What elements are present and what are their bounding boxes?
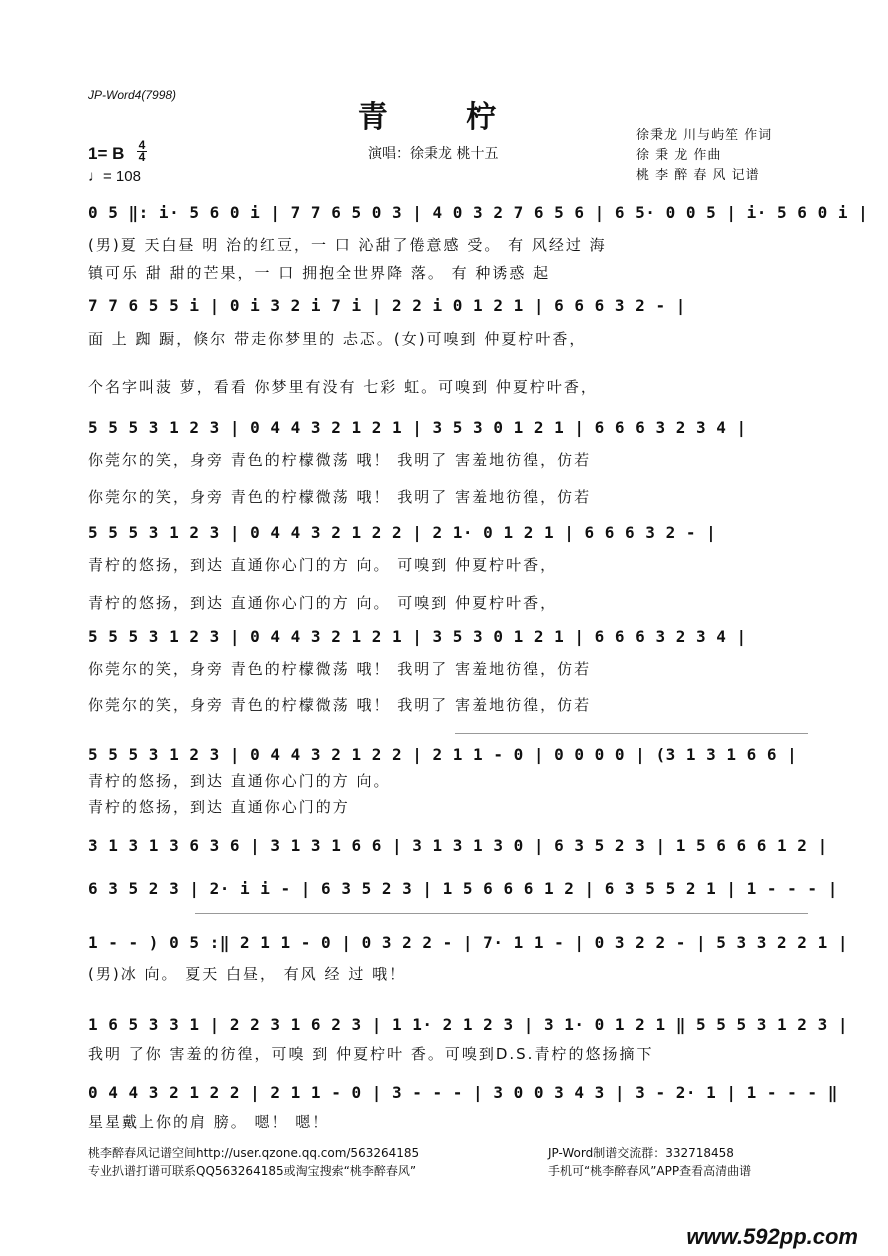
composer-credit: 徐 秉 龙 作曲 bbox=[636, 148, 722, 163]
transcriber-credit: 桃 李 醉 春 风 记谱 bbox=[636, 168, 760, 183]
footer-contact: 专业扒谱打谱可联系QQ563264185或淘宝搜索“桃李醉春风” bbox=[88, 1164, 417, 1178]
notation-row-9: 1 - - ) 0 5 :‖ 2 1 1 - 0 | 0 3 2 2 - | 7· 1 1 - | 0 3 2 2 - | 5 3 3 2 2 1 | bbox=[88, 933, 848, 952]
notation-row-2: 7 7 6 5 5 i | 0 i 3 2 i 7 i | 2 2 i 0 1 2 1 | 6 6 6 3 2 - | bbox=[88, 296, 686, 315]
lyric-row-1a: (男)夏 天白昼 明 治的红豆，一 口 沁甜了倦意感 受。 有 风经过 海 bbox=[88, 236, 607, 254]
lyric-row-1b: 镇可乐 甜 甜的芒果，一 口 拥抱全世界降 落。 有 种诱惑 起 bbox=[88, 264, 551, 282]
volta-bracket-1 bbox=[455, 733, 808, 734]
lyricist-credit: 徐秉龙 川与屿笙 作词 bbox=[636, 128, 773, 143]
lyric-row-5a: 你莞尔的笑，身旁 青色的柠檬微荡 哦！ 我明了 害羞地彷徨，仿若 bbox=[88, 660, 592, 678]
lyric-row-6a: 青柠的悠扬，到达 直通你心门的方 向。 bbox=[88, 772, 391, 790]
lyric-row-10: 我明 了你 害羞的彷徨，可嗅 到 仲夏柠叶 香。可嗅到D.S.青柠的悠扬摘下 bbox=[88, 1045, 654, 1063]
lyric-row-4a: 青柠的悠扬，到达 直通你心门的方 向。 可嗅到 仲夏柠叶香， bbox=[88, 556, 558, 574]
volta-bracket-2 bbox=[195, 913, 808, 914]
notation-row-5: 5 5 5 3 1 2 3 | 0 4 4 3 2 1 2 1 | 3 5 3 0 1 2 1 | 6 6 6 3 2 3 4 | bbox=[88, 627, 747, 646]
notation-row-7: 3 1 3 1 3 6 3 6 | 3 1 3 1 6 6 | 3 1 3 1 3 0 | 6 3 5 2 3 | 1 5 6 6 6 1 2 | bbox=[88, 836, 828, 855]
lyric-row-2b: 个名字叫菠 萝，看看 你梦里有没有 七彩 虹。可嗅到 仲夏柠叶香， bbox=[88, 378, 598, 396]
lyric-row-3b: 你莞尔的笑，身旁 青色的柠檬微荡 哦！ 我明了 害羞地彷徨，仿若 bbox=[88, 488, 592, 506]
notation-row-3: 5 5 5 3 1 2 3 | 0 4 4 3 2 1 2 1 | 3 5 3 0 1 2 1 | 6 6 6 3 2 3 4 | bbox=[88, 418, 747, 437]
site-watermark: www.592pp.com bbox=[686, 1224, 858, 1249]
time-signature bbox=[137, 140, 147, 163]
time-numerator: 4 bbox=[138, 138, 146, 152]
notation-row-10: 1 6 5 3 3 1 | 2 2 3 1 6 2 3 | 1 1· 2 1 2 3 | 3 1· 0 1 2 1 ‖ 5 5 5 3 1 2 3 | bbox=[88, 1015, 848, 1034]
lyric-row-2a: 面 上 踟 蹰，倏尔 带走你梦里的 忐忑。(女)可嗅到 仲夏柠叶香， bbox=[88, 330, 587, 348]
notation-row-11: 0 4 4 3 2 1 2 2 | 2 1 1 - 0 | 3 - - - | 3 0 0 3 4 3 | 3 - 2· 1 | 1 - - - ‖ bbox=[88, 1083, 838, 1102]
notation-row-1: 0 5 ‖: i· 5 6 0 i | 7 7 6 5 0 3 | 4 0 3 2 7 6 5 6 | 6 5· 0 0 5 | i· 5 6 0 i | bbox=[88, 203, 869, 222]
lyric-row-11: 星星戴上你的肩 膀。 嗯！ 嗯！ bbox=[88, 1113, 330, 1131]
tempo-marking: ♩= 108 bbox=[88, 168, 141, 185]
key-signature: 1= B bbox=[88, 144, 125, 163]
notation-row-4: 5 5 5 3 1 2 3 | 0 4 4 3 2 1 2 2 | 2 1· 0 1 2 1 | 6 6 6 3 2 - | bbox=[88, 523, 717, 542]
notation-row-6: 5 5 5 3 1 2 3 | 0 4 4 3 2 1 2 2 | 2 1 1 - 0 | 0 0 0 0 | (3 1 3 1 6 6 | bbox=[88, 745, 798, 764]
lyric-row-5b: 你莞尔的笑，身旁 青色的柠檬微荡 哦！ 我明了 害羞地彷徨，仿若 bbox=[88, 696, 592, 714]
footer-group: JP-Word制谱交流群：332718458 bbox=[548, 1146, 734, 1160]
footer-app: 手机可“桃李醉春风”APP查看高清曲谱 bbox=[548, 1164, 752, 1178]
lyric-row-4b: 青柠的悠扬，到达 直通你心门的方 向。 可嗅到 仲夏柠叶香， bbox=[88, 594, 558, 612]
time-denominator: 4 bbox=[138, 150, 146, 164]
lyric-row-6b: 青柠的悠扬，到达 直通你心门的方 bbox=[88, 798, 350, 816]
lyric-row-9: (男)冰 向。 夏天 白昼， 有风 经 过 哦！ bbox=[88, 965, 407, 983]
song-title: 青 柠 bbox=[357, 100, 531, 135]
lyric-row-3a: 你莞尔的笑，身旁 青色的柠檬微荡 哦！ 我明了 害羞地彷徨，仿若 bbox=[88, 451, 592, 469]
notation-row-8: 6 3 5 2 3 | 2· i i - | 6 3 5 2 3 | 1 5 6 6 6 1 2 | 6 3 5 5 2 1 | 1 - - - | bbox=[88, 879, 838, 898]
software-label: JP-Word4(7998) bbox=[88, 88, 177, 102]
performer-line: 演唱：徐秉龙 桃十五 bbox=[368, 146, 499, 162]
footer-qzone: 桃李醉春风记谱空间http://user.qzone.qq.com/563264185 bbox=[88, 1146, 420, 1160]
